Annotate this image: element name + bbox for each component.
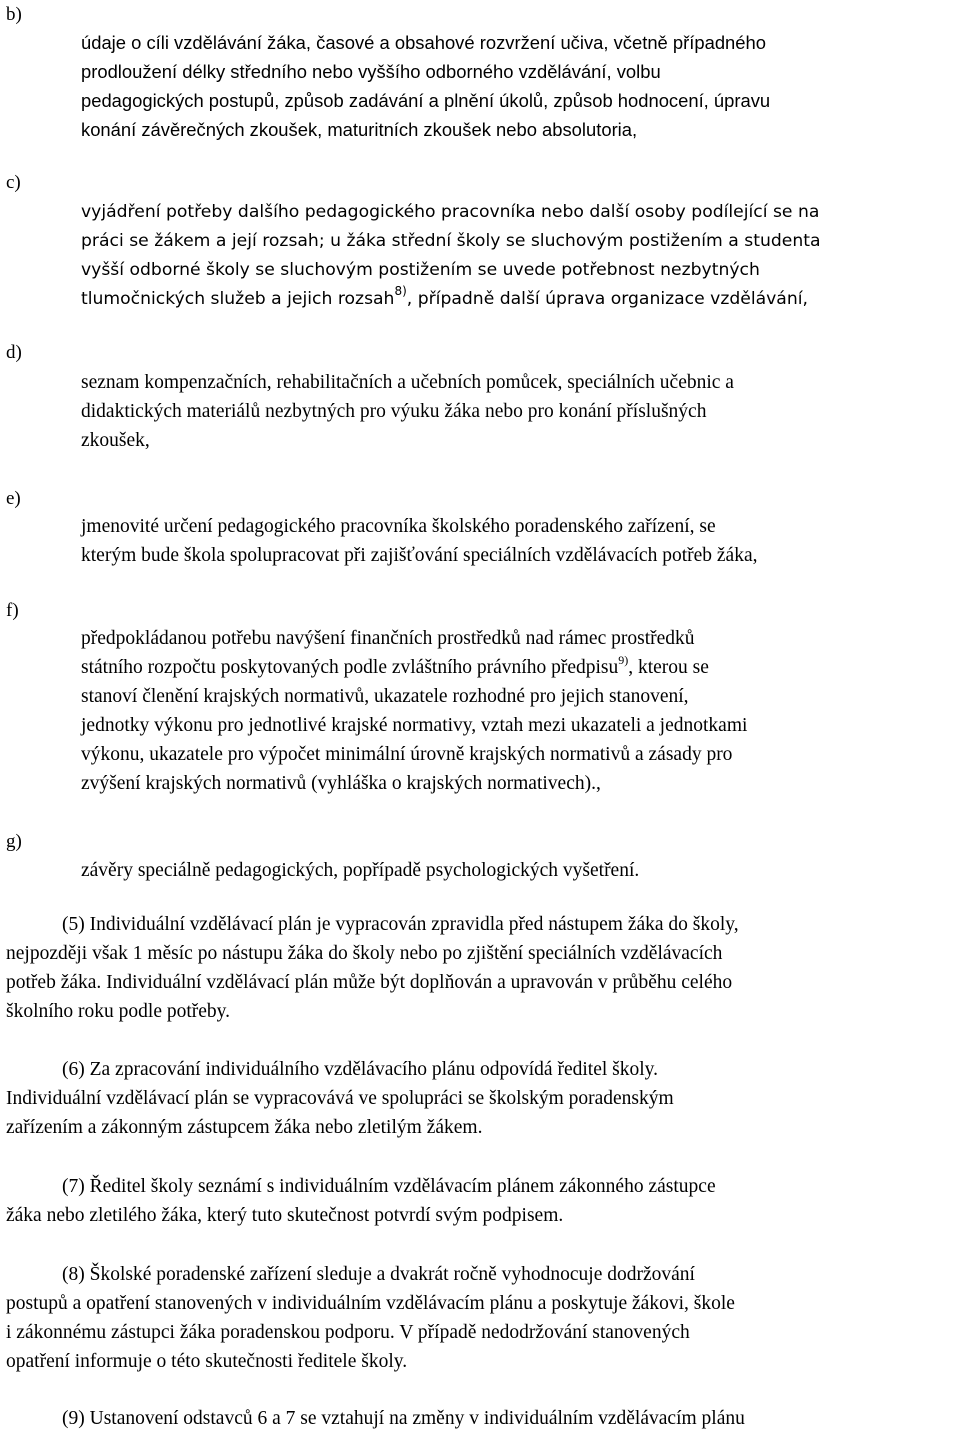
text-fragment: , případně další úprava organizace vzdělávání, (406, 289, 808, 309)
text-line: zkoušek, (81, 430, 150, 451)
text-line: konání závěrečných zkoušek, maturitních zkoušek nebo absolutoria, (81, 119, 638, 140)
list-item-letter: g) (6, 831, 22, 852)
list-item-text (81, 512, 959, 570)
text-line: vyjádření potřeby dalšího pedagogického pracovníka nebo další osoby podílející se na (81, 202, 820, 222)
text-line: předpokládanou potřebu navýšení finančních prostředků nad rámec prostředků (81, 628, 695, 649)
list-item-text (81, 856, 959, 885)
text-line: opatření informuje o této skutečnosti ředitele školy. (6, 1351, 408, 1372)
list-item-text (81, 368, 959, 455)
list-item-text (81, 198, 959, 314)
text-fragment: , kterou se (628, 657, 709, 678)
text-line: stanoví členění krajských normativů, ukazatele rozhodné pro jejich stanovení, (81, 686, 689, 707)
text-line: (7) Ředitel školy seznámí s individuálním vzdělávacím plánem zákonného zástupce (62, 1176, 716, 1197)
list-item-letter: b) (6, 4, 22, 25)
list-item-letter: c) (6, 172, 21, 193)
text-fragment: státního rozpočtu poskytovaných podle zvláštního právního předpisu (81, 657, 619, 678)
text-line: i zákonnému zástupci žáka poradenskou podporu. V případě nedodržování stanovených (6, 1322, 690, 1343)
text-line: Individuální vzdělávací plán se vypracovává ve spolupráci se školským poradenským (6, 1088, 674, 1109)
list-item-text (81, 624, 959, 798)
text-line (81, 285, 959, 314)
text-line: vyšší odborné školy se sluchovým postižením se uvede potřebnost nezbytných (81, 260, 760, 280)
text-fragment: tlumočnických služeb a jejich rozsah (81, 289, 395, 309)
text-line: údaje o cíli vzdělávání žáka, časové a obsahové rozvržení učiva, včetně případného (81, 32, 766, 53)
text-line: kterým bude škola spolupracovat při zajišťování speciálních vzdělávacích potřeb žáka, (81, 545, 758, 566)
text-line: (5) Individuální vzdělávací plán je vypracován zpravidla před nástupem žáka do školy, (62, 914, 739, 935)
text-line: didaktických materiálů nezbytných pro výuku žáka nebo pro konání příslušných (81, 401, 707, 422)
footnote-reference: 9) (618, 652, 629, 667)
text-line: pedagogických postupů, způsob zadávání a plnění úkolů, způsob hodnocení, úpravu (81, 90, 771, 111)
list-item-text (81, 28, 959, 144)
text-line: prodloužení délky středního nebo vyššího odborného vzdělávání, volbu (81, 61, 661, 82)
text-line: seznam kompenzačních, rehabilitačních a učebních pomůcek, speciálních učebnic a (81, 372, 734, 393)
text-line: zvýšení krajských normativů (vyhláška o krajských normativech)., (81, 773, 601, 794)
list-item-letter: f) (6, 600, 19, 621)
text-line: (6) Za zpracování individuálního vzdělávacího plánu odpovídá ředitel školy. (62, 1059, 659, 1080)
text-line: (9) Ustanovení odstavců 6 a 7 se vztahují na změny v individuálním vzdělávacím plánu (62, 1408, 745, 1429)
paragraph-9 (6, 1404, 956, 1433)
text-line: výkonu, ukazatele pro výpočet minimální úrovně krajských normativů a zásady pro (81, 744, 733, 765)
paragraph-7 (6, 1172, 956, 1230)
text-line: zařízením a zákonným zástupcem žáka nebo zletilým žákem. (6, 1117, 483, 1138)
paragraph-8 (6, 1260, 956, 1376)
text-line: práci se žákem a její rozsah; u žáka střední školy se sluchovým postižením a studenta (81, 231, 821, 251)
text-line (81, 653, 959, 682)
text-line: žáka nebo zletilého žáka, který tuto skutečnost potvrdí svým podpisem. (6, 1205, 564, 1226)
text-line: závěry speciálně pedagogických, popřípadě psychologických vyšetření. (81, 860, 640, 881)
list-item-letter: e) (6, 488, 21, 509)
list-item-letter: d) (6, 342, 22, 363)
text-line: postupů a opatření stanovených v individuálním vzdělávacím plánu a poskytuje žákovi, škole (6, 1293, 735, 1314)
text-line: školního roku podle potřeby. (6, 1001, 231, 1022)
paragraph-6 (6, 1055, 956, 1142)
text-line: jmenovité určení pedagogického pracovníka školského poradenského zařízení, se (81, 516, 716, 537)
footnote-reference: 8) (394, 284, 407, 299)
text-line: jednotky výkonu pro jednotlivé krajské normativy, vztah mezi ukazateli a jednotkami (81, 715, 748, 736)
text-line: nejpozději však 1 měsíc po nástupu žáka do školy nebo po zjištění speciálních vzdělávacích (6, 943, 723, 964)
text-line: potřeb žáka. Individuální vzdělávací plán může být doplňován a upravován v průběhu celého (6, 972, 733, 993)
paragraph-5 (6, 910, 956, 1026)
text-line: (8) Školské poradenské zařízení sleduje a dvakrát ročně vyhodnocuje dodržování (62, 1264, 695, 1285)
